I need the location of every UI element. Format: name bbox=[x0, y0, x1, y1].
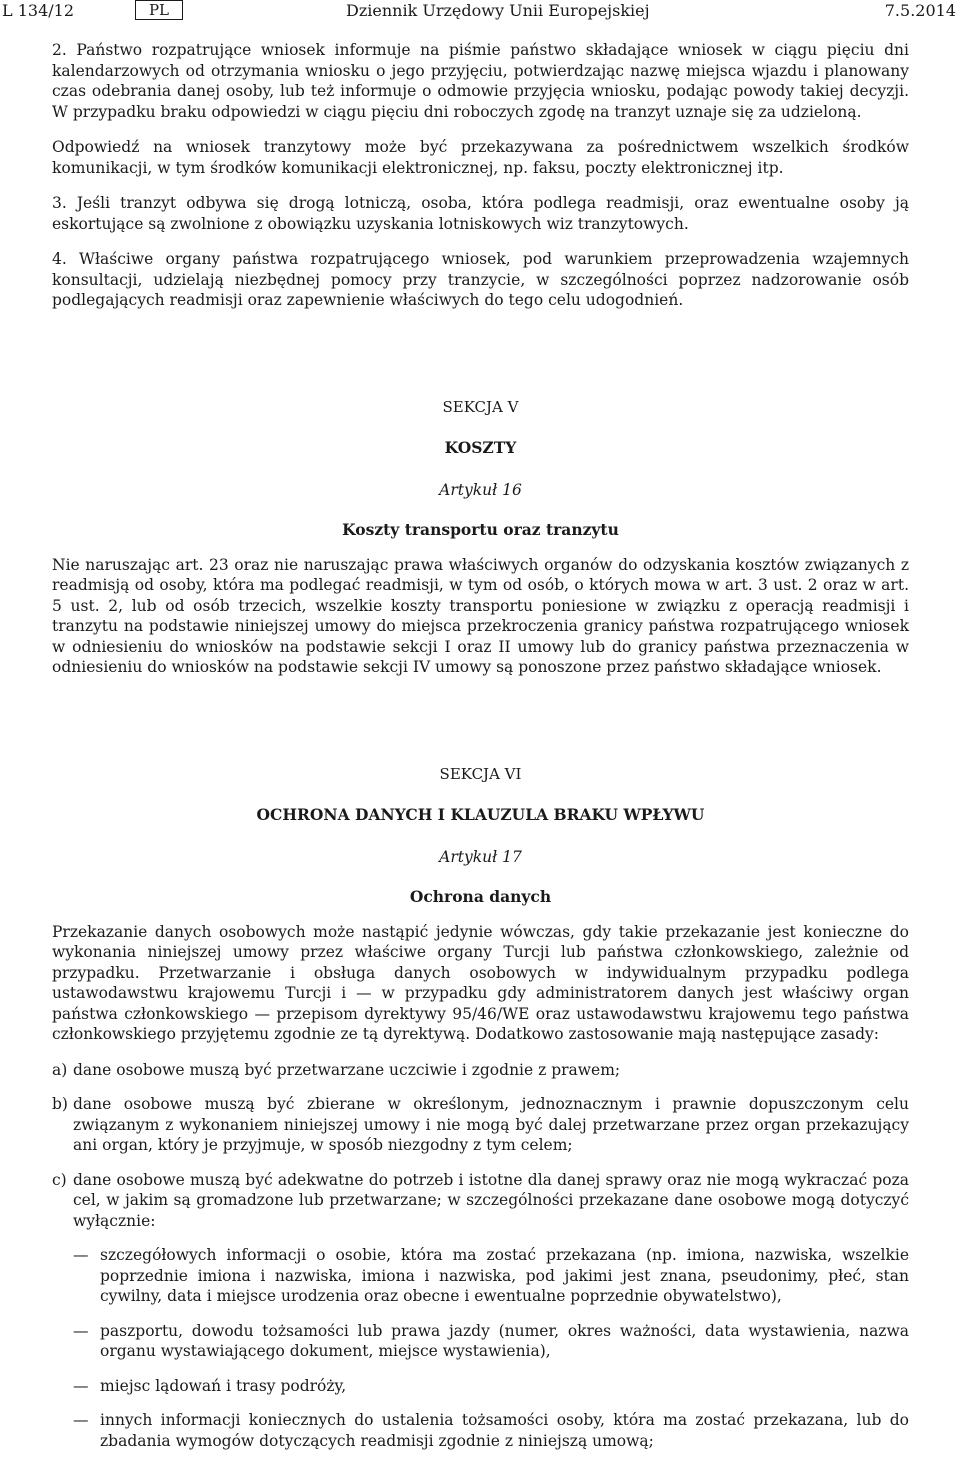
publication-date: 7.5.2014 bbox=[884, 1, 956, 20]
page-reference: L 134/12 bbox=[2, 1, 74, 20]
dash-item-text: paszportu, dowodu tożsamości lub prawa jazdy (numer, okres ważności, data wystawienia, nazwa organu wystawiającego dokument, miejsce wystawienia), bbox=[100, 1321, 909, 1360]
section-label: SEKCJA VI bbox=[439, 764, 522, 783]
dash-item-text: szczegółowych informacji o osobie, która ma zostać przekazana (np. imiona, nazwiska, wszelkie poprzednie imiona i nazwiska, imiona i nazwiska, pod jakimi jest znana, pseudonimy, płeć, stan cywilny, data i miejsce urodzenia oraz obecne i ewentualne poprzednie obywatelstwo), bbox=[100, 1246, 909, 1305]
list-marker: a) bbox=[52, 1060, 68, 1079]
dash-item-text: miejsc lądowań i trasy podróży, bbox=[100, 1376, 347, 1395]
dash-item bbox=[52, 1410, 909, 1451]
list-item-text: dane osobowe muszą być adekwatne do potrzeb i istotne dla danej sprawy oraz nie mogą wykraczać poza cel, w jakim są gromadzone lub przetwarzane; w szczególności przekazane dane osobowe mogą dotyczyć wyłącznie: bbox=[73, 1170, 909, 1230]
dash-item bbox=[52, 1245, 909, 1307]
paragraph-response: Odpowiedź na wniosek tranzytowy może być przekazywana za pośrednictwem wszelkich środków komunikacji, w tym środków komunikacji elektronicznej, np. faksu, poczty elektronicznej itp. bbox=[52, 138, 909, 177]
dash-marker: — bbox=[73, 1321, 89, 1340]
article-heading: Artykuł 17 bbox=[439, 847, 522, 866]
section-label: SEKCJA V bbox=[442, 397, 519, 416]
dash-marker: — bbox=[73, 1246, 89, 1264]
dash-item bbox=[52, 1321, 909, 1362]
spacer bbox=[52, 326, 909, 370]
list-item bbox=[52, 1094, 909, 1156]
journal-title: Dziennik Urzędowy Unii Europejskiej bbox=[346, 1, 650, 20]
dash-marker: — bbox=[73, 1411, 89, 1429]
paragraph-3: 3. Jeśli tranzyt odbywa się drogą lotniczą, osoba, która podlega readmisji, oraz ewentualne osoby ją eskortujące są zwolnione z obowiązku uzyskania lotniskowych wiz tranzytowych. bbox=[52, 194, 909, 233]
list-marker: c) bbox=[52, 1170, 67, 1189]
paragraph-4: 4. Właściwe organy państwa rozpatrującego wniosek, pod warunkiem przeprowadzenia wzajemnych konsultacji, udzielają niezbędnej pomocy przy tranzycie, w szczególności poprzez nadzorowanie osób podlegających readmisji oraz zapewnienie właściwych do tego celu udogodnień. bbox=[52, 250, 909, 309]
language-badge: PL bbox=[135, 0, 183, 20]
article-16-text: Nie naruszając art. 23 oraz nie naruszając prawa właściwych organów do odzyskania kosztów związanych z readmisją od osoby, która ma podlegać readmisji, w tym od osób, o których mowa w art. 3 ust. 2 oraz w art. 5 ust. 2, lub od osób trzecich, wszelkie koszty transportu poniesione w związku z operacją readmisji i tranzytu na podstawie niniejszej umowy do miejsca przekroczenia granicy państwa rozpatrującego wniosek w odniesieniu do wniosków na podstawie sekcji I oraz II umowy lub do granicy państwa przeznaczenia w odniesieniu do wniosków na podstawie sekcji IV umowy są ponoszone przez państwo składające wniosek. bbox=[52, 555, 909, 676]
dash-item-text: innych informacji koniecznych do ustalenia tożsamości osoby, która ma zostać przekazana, lub do zbadania wymogów dotyczących readmisji zgodnie z niniejszą umową; bbox=[100, 1411, 909, 1450]
list-item bbox=[52, 1170, 909, 1232]
list-item-text: dane osobowe muszą być zbierane w określonym, jednoznacznym i prawnie dopuszczonym celu związanym z wykonaniem niniejszej umowy i nie mogą być dalej przetwarzane przez organ przekazujący ani organ, który je przyjmuje, w sposób niezgodny z tym celem; bbox=[73, 1095, 909, 1154]
section-title: OCHRONA DANYCH I KLAUZULA BRAKU WPŁYWU bbox=[256, 805, 705, 824]
article-17-intro: Przekazanie danych osobowych może nastąpić jedynie wówczas, gdy takie przekazanie jest konieczne do wykonania niniejszej umowy przez właściwe organy Turcji lub państwa członkowskiego, zależnie od przypadku. Przetwarzanie i obsługa danych osobowych w indywidualnym przypadku podlega ustawodawstwu krajowemu Turcji i — w przypadku gdy administratorem danych jest właściwy organ państwa członkowskiego — przepisom dyrektywy 95/46/WE oraz ustawodawstwu krajowemu tego państwa członkowskiego przyjętemu zgodnie ze tą dyrektywą. Dodatkowo zastosowanie mają następujące zasady: bbox=[52, 922, 909, 1043]
dash-marker: — bbox=[73, 1376, 89, 1395]
list-item bbox=[52, 1060, 909, 1081]
list-marker: b) bbox=[52, 1095, 68, 1113]
section-title: KOSZTY bbox=[444, 438, 517, 457]
article-subtitle: Ochrona danych bbox=[409, 887, 552, 906]
article-heading: Artykuł 16 bbox=[439, 480, 522, 499]
paragraph-2: 2. Państwo rozpatrujące wniosek informuje na piśmie państwo składające wniosek w ciągu pięciu dni kalendarzowych od otrzymania wniosku o jego przyjęciu, potwierdzając nazwę miejsca wjazdu i planowany czas odebrania danej osoby, lub też informuje o odmowie przyjęcia wniosku, podając powody takiej decyzji. W przypadku braku odpowiedzi w ciągu pięciu dni roboczych zgodę na tranzyt uznaje się za udzieloną. bbox=[52, 41, 909, 121]
spacer bbox=[52, 693, 909, 737]
article-subtitle: Koszty transportu oraz tranzytu bbox=[342, 520, 619, 539]
page-header bbox=[0, 0, 960, 24]
list-item-text: dane osobowe muszą być przetwarzane uczciwie i zgodnie z prawem; bbox=[73, 1060, 621, 1079]
document-body bbox=[52, 40, 909, 1465]
